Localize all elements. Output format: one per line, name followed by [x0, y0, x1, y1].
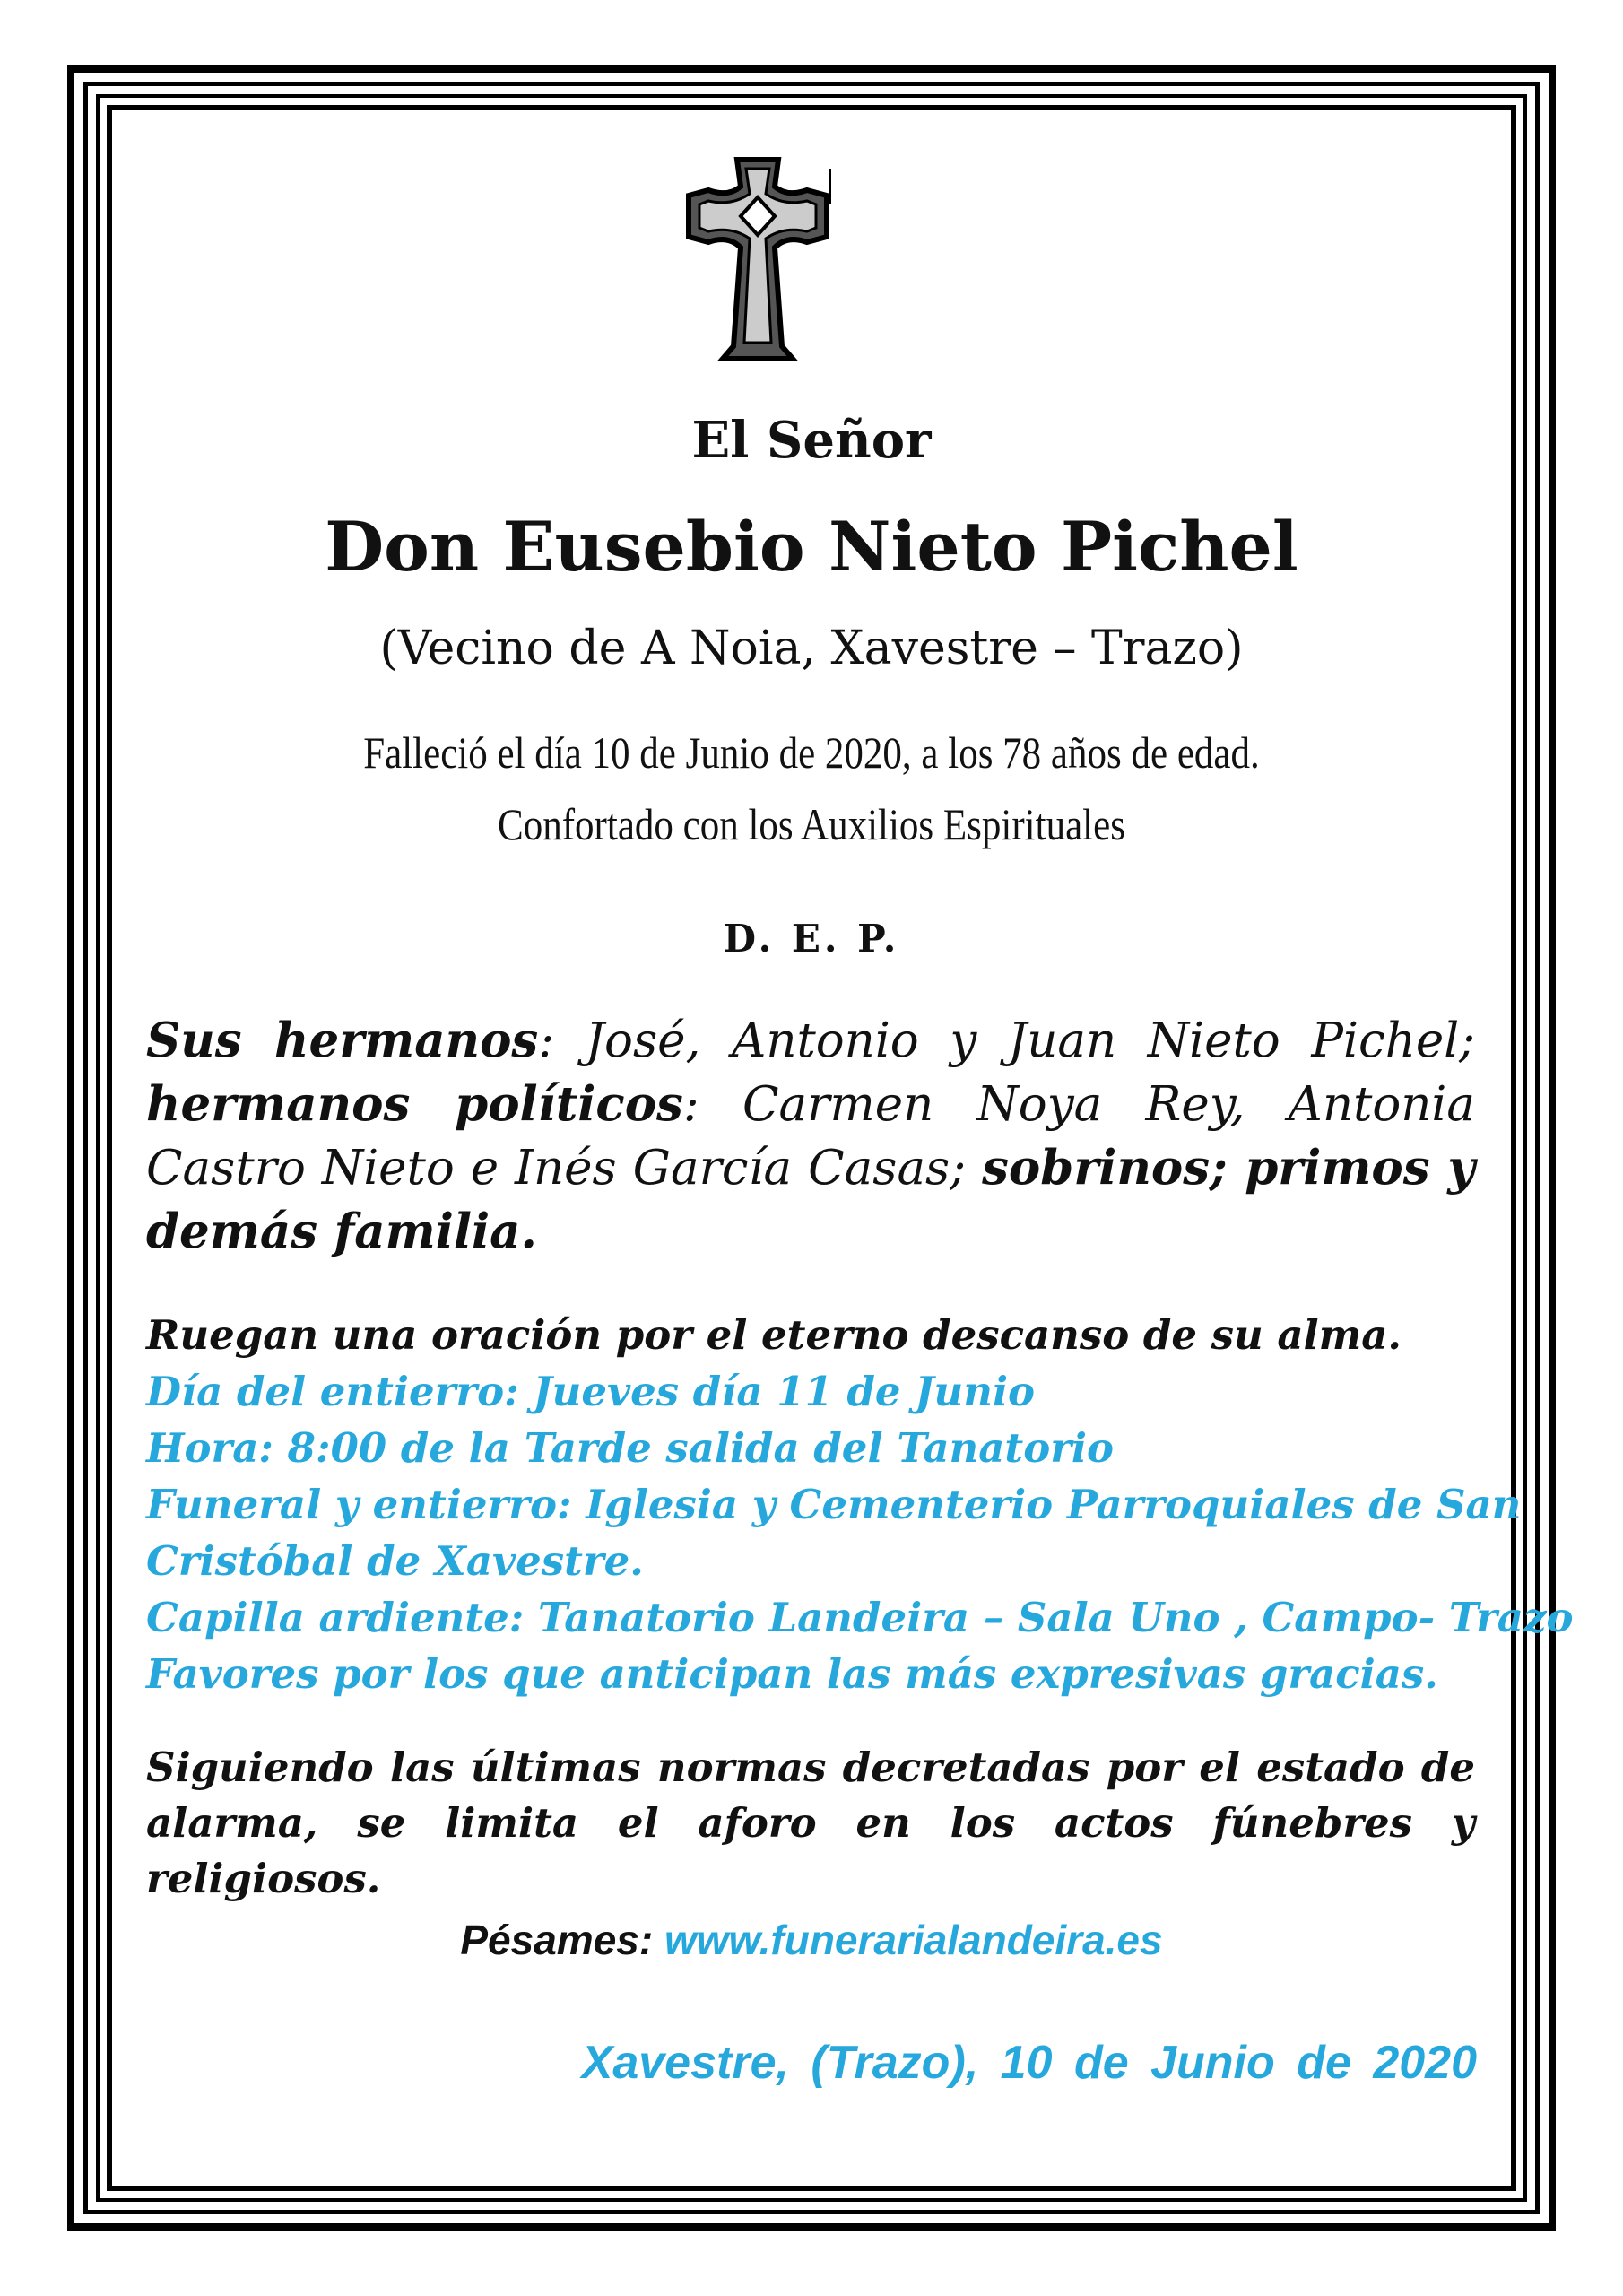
in-laws-names: : Carmen Noya Rey, Antonia Castro Nieto e Inés García Casas; — [146, 1077, 1475, 1196]
burial-day: Día del entierro: Jueves día 11 de Junio — [146, 1368, 1036, 1415]
condolences-link[interactable]: www.funerarialandeira.es — [664, 1917, 1163, 1963]
service-info — [146, 1363, 1574, 1702]
thanks-line: Favores por los que anticipan las más expresivas gracias. — [146, 1650, 1438, 1698]
comfort-line: Confortado con los Auxilios Espirituales — [498, 799, 1125, 849]
dep-label: D. E. P. — [723, 917, 900, 961]
in-laws-label: hermanos políticos — [146, 1076, 683, 1132]
rest-family-label: sobrinos; primos y demás familia. — [146, 1140, 1475, 1259]
condolences-label: Pésames: — [460, 1917, 664, 1963]
restriction-notice: Siguiendo las últimas normas decretadas por el estado de alarma, se limita el aforo en los actos fúnebres y religiosos. — [146, 1744, 1475, 1902]
residence-line: (Vecino de A Noia, Xavestre – Trazo) — [379, 622, 1244, 675]
funeral-line-1: Funeral y entierro: Iglesia y Cementerio Parroquiales de San — [146, 1481, 1522, 1528]
cross-icon — [681, 151, 834, 364]
siblings-label: Sus hermanos — [146, 1013, 539, 1068]
place-date: Xavestre, (Trazo), 10 de Junio de 2020 — [581, 2037, 1477, 2089]
deceased-name: Don Eusebio Nieto Pichel — [325, 507, 1298, 587]
funeral-line-2: Cristóbal de Xavestre. — [146, 1537, 644, 1585]
chapel-line: Capilla ardiente: Tanatorio Landeira – Sala Uno , Campo- Trazo — [146, 1594, 1574, 1641]
family-paragraph — [146, 1009, 1475, 1264]
death-line: Falleció el día 10 de Junio de 2020, a los 78 años de edad. — [363, 727, 1260, 778]
prayer-line: Ruegan una oración por el eterno descanso de su alma. — [146, 1311, 1402, 1359]
title-senor: El Señor — [691, 411, 932, 470]
burial-time: Hora: 8:00 de la Tarde salida del Tanatorio — [146, 1424, 1115, 1472]
siblings-names: : José, Antonio y Juan Nieto Pichel; — [538, 1013, 1475, 1068]
condolences-line — [0, 1916, 1623, 1964]
